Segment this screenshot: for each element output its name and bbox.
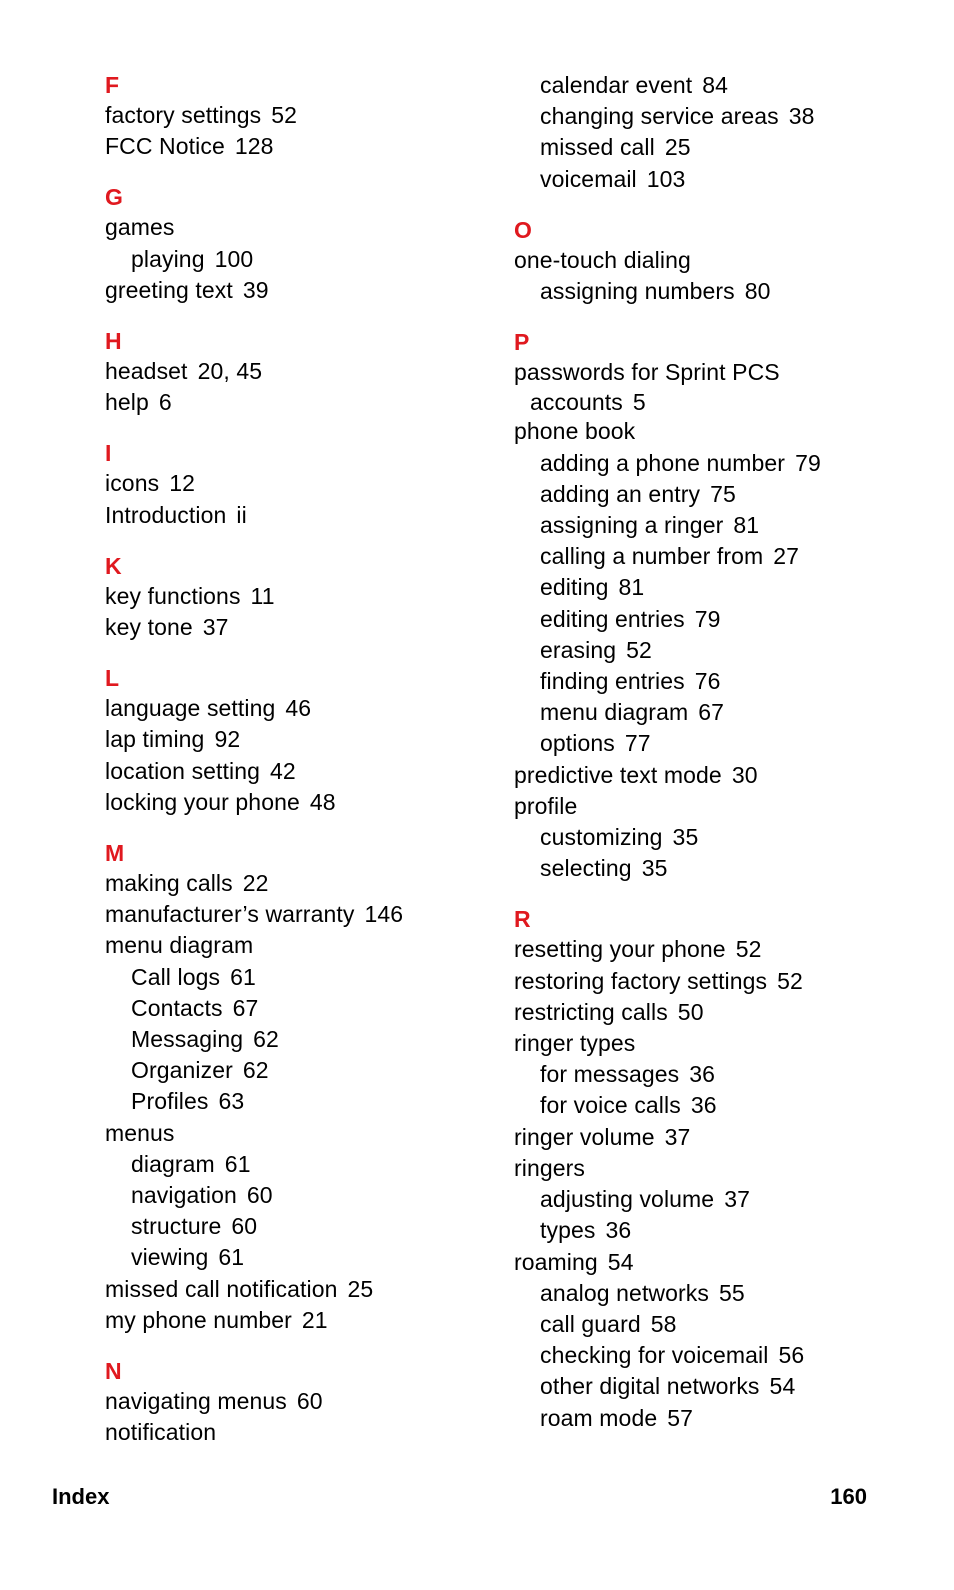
index-term: finding entries bbox=[540, 668, 685, 695]
index-page-ref: 67 bbox=[232, 994, 259, 1021]
index-term: diagram bbox=[131, 1150, 215, 1177]
index-entry bbox=[105, 387, 505, 418]
index-page-ref: 52 bbox=[777, 967, 803, 994]
index-subentry bbox=[105, 1086, 505, 1117]
index-page-ref: 54 bbox=[769, 1373, 796, 1400]
index-subentry bbox=[105, 1211, 505, 1242]
index-entry bbox=[105, 275, 505, 306]
index-page-ref: 42 bbox=[270, 757, 296, 784]
index-term: types bbox=[540, 1217, 596, 1244]
index-page-ref: 80 bbox=[744, 278, 771, 305]
index-page-ref: 57 bbox=[667, 1404, 694, 1431]
index-page-ref: 54 bbox=[607, 1248, 634, 1275]
index-term: adjusting volume bbox=[540, 1186, 715, 1213]
index-term: making calls bbox=[105, 870, 233, 897]
index-term: factory settings bbox=[105, 102, 262, 128]
index-page-ref: 36 bbox=[690, 1092, 717, 1119]
index-subentry bbox=[514, 101, 914, 132]
index-term: ringer volume bbox=[514, 1123, 655, 1150]
index-page-ref: 5 bbox=[632, 389, 646, 416]
index-entry bbox=[514, 1247, 914, 1278]
index-letter-heading: K bbox=[105, 552, 122, 579]
index-term: navigation bbox=[131, 1182, 237, 1209]
index-term: editing bbox=[540, 574, 609, 601]
index-term: selecting bbox=[540, 855, 632, 882]
index-term: ringers bbox=[514, 1154, 586, 1181]
index-subentry bbox=[514, 1403, 914, 1434]
index-subentry bbox=[514, 1184, 914, 1215]
index-page-ref: 63 bbox=[218, 1088, 245, 1115]
index-entry bbox=[105, 756, 505, 787]
index-page-ref: 11 bbox=[250, 582, 275, 609]
index-subentry bbox=[514, 132, 914, 163]
index-term: roaming bbox=[514, 1248, 598, 1275]
index-page-ref: 61 bbox=[224, 1150, 251, 1177]
index-term: my phone number bbox=[105, 1306, 292, 1333]
index-page-ref: 25 bbox=[347, 1275, 374, 1302]
index-term: changing service areas bbox=[540, 103, 779, 130]
index-term: missed call notification bbox=[105, 1275, 338, 1302]
index-subentry bbox=[514, 1371, 914, 1402]
index-page-ref: 60 bbox=[296, 1388, 323, 1415]
index-subentry bbox=[514, 276, 914, 307]
index-letter-heading: O bbox=[514, 216, 532, 243]
index-page-ref: 52 bbox=[735, 936, 762, 963]
index-term: assigning numbers bbox=[540, 278, 735, 305]
index-page-ref: 12 bbox=[169, 470, 195, 497]
index-term: menus bbox=[105, 1119, 175, 1146]
index-term: accounts bbox=[530, 389, 623, 416]
index-term: Organizer bbox=[131, 1057, 233, 1084]
index-subentry bbox=[514, 1309, 914, 1340]
index-term: passwords for Sprint PCS bbox=[514, 359, 780, 386]
index-term: greeting text bbox=[105, 276, 233, 303]
index-term: menu diagram bbox=[540, 699, 689, 726]
index-page-ref: 103 bbox=[646, 165, 686, 192]
index-column-left bbox=[105, 70, 505, 1449]
index-entry bbox=[514, 1028, 914, 1059]
footer-section-title: Index bbox=[52, 1484, 110, 1509]
index-entry bbox=[105, 581, 505, 612]
index-subentry bbox=[514, 853, 914, 884]
index-page-ref: 52 bbox=[626, 636, 652, 663]
index-page-ref: 81 bbox=[618, 574, 645, 601]
index-term: other digital networks bbox=[540, 1373, 760, 1400]
index-term: call guard bbox=[540, 1310, 641, 1337]
index-page-ref: 35 bbox=[641, 855, 668, 882]
index-entry bbox=[514, 997, 914, 1028]
index-term: phone book bbox=[514, 418, 636, 445]
index-subentry bbox=[514, 728, 914, 759]
index-term: locking your phone bbox=[105, 788, 300, 815]
index-term: predictive text mode bbox=[514, 761, 722, 788]
index-term: editing entries bbox=[540, 605, 685, 632]
index-page-ref: 79 bbox=[694, 605, 721, 632]
index-page-ref: 62 bbox=[242, 1057, 269, 1084]
index-entry bbox=[514, 966, 914, 997]
index-term: for messages bbox=[540, 1061, 680, 1088]
index-term: games bbox=[105, 214, 175, 241]
index-page-ref: 92 bbox=[214, 726, 241, 753]
index-entry bbox=[105, 131, 505, 162]
index-subentry bbox=[105, 1242, 505, 1273]
index-page-ref: 56 bbox=[778, 1342, 805, 1369]
index-subentry bbox=[105, 1055, 505, 1086]
index-subentry bbox=[105, 244, 505, 275]
index-subentry bbox=[514, 635, 914, 666]
index-entry bbox=[514, 245, 914, 276]
index-term: ringer types bbox=[514, 1030, 636, 1057]
index-subentry bbox=[514, 164, 914, 195]
index-page-ref: 50 bbox=[677, 998, 704, 1025]
index-subentry bbox=[514, 510, 914, 541]
index-page-ref: 60 bbox=[246, 1182, 273, 1209]
index-page-ref: 84 bbox=[702, 72, 729, 98]
index-page-ref: 100 bbox=[214, 245, 254, 272]
index-page-ref: 76 bbox=[694, 668, 721, 695]
index-entry bbox=[105, 356, 505, 387]
index-term: location setting bbox=[105, 757, 261, 784]
index-term: analog networks bbox=[540, 1279, 709, 1306]
index-term: lap timing bbox=[105, 726, 205, 753]
index-page-ref: 55 bbox=[719, 1279, 745, 1306]
index-entry bbox=[105, 1274, 505, 1305]
index-letter-heading: I bbox=[105, 440, 112, 467]
index-entry bbox=[514, 1122, 914, 1153]
index-term: assigning a ringer bbox=[540, 512, 724, 539]
index-letter-heading: G bbox=[105, 184, 123, 211]
footer-page-number: 160 bbox=[830, 1484, 867, 1509]
index-letter-heading: R bbox=[514, 906, 531, 933]
index-term: notification bbox=[105, 1419, 217, 1446]
index-page-ref: 38 bbox=[788, 103, 815, 130]
index-term: restricting calls bbox=[514, 998, 668, 1025]
index-subentry bbox=[514, 1215, 914, 1246]
index-term: language setting bbox=[105, 695, 276, 722]
index-page-ref: 48 bbox=[309, 788, 336, 815]
index-subentry bbox=[105, 1149, 505, 1180]
index-entry bbox=[105, 930, 505, 961]
index-page-ref: ii bbox=[236, 501, 247, 528]
index-subentry bbox=[514, 822, 914, 853]
index-page-ref: 67 bbox=[698, 699, 725, 726]
index-page-ref: 60 bbox=[231, 1213, 258, 1240]
index-term: resetting your phone bbox=[514, 936, 726, 963]
index-page-ref: 30 bbox=[731, 761, 758, 788]
index-term: Contacts bbox=[131, 994, 223, 1021]
index-term: icons bbox=[105, 470, 160, 497]
index-page-ref: 6 bbox=[158, 389, 172, 416]
index-page-ref: 52 bbox=[271, 102, 298, 128]
index-term: key functions bbox=[105, 582, 241, 609]
index-page-ref: 79 bbox=[795, 449, 821, 476]
index-page-ref: 58 bbox=[650, 1310, 677, 1337]
index-page-ref: 46 bbox=[285, 695, 312, 722]
index-term: manufacturer’s warranty bbox=[105, 901, 355, 928]
index-term: erasing bbox=[540, 636, 617, 663]
index-term: customizing bbox=[540, 824, 663, 851]
index-entry bbox=[105, 1118, 505, 1149]
index-page-ref: 61 bbox=[230, 963, 256, 990]
index-entry-continuation bbox=[514, 388, 914, 416]
index-term: checking for voicemail bbox=[540, 1342, 769, 1369]
index-page-ref: 62 bbox=[253, 1026, 279, 1053]
index-column-right bbox=[514, 70, 914, 1434]
index-entry bbox=[105, 100, 505, 131]
index-term: profile bbox=[514, 792, 578, 819]
index-subentry bbox=[514, 541, 914, 572]
index-term: Call logs bbox=[131, 963, 221, 990]
index-term: roam mode bbox=[540, 1404, 658, 1431]
index-term: calendar event bbox=[540, 72, 693, 98]
index-letter-heading: P bbox=[514, 329, 530, 356]
index-entry bbox=[514, 791, 914, 822]
index-letter-heading: L bbox=[105, 665, 120, 692]
index-subentry bbox=[514, 448, 914, 479]
index-entry bbox=[514, 416, 914, 447]
index-term: headset bbox=[105, 358, 188, 385]
index-term: playing bbox=[131, 245, 205, 272]
index-subentry bbox=[514, 1340, 914, 1371]
index-term: restoring factory settings bbox=[514, 967, 768, 994]
index-page-ref: 77 bbox=[624, 730, 651, 757]
index-page-ref: 146 bbox=[364, 901, 404, 928]
index-page-ref: 75 bbox=[710, 480, 736, 507]
index-page-ref: 128 bbox=[234, 133, 274, 160]
index-term: structure bbox=[131, 1213, 222, 1240]
index-page-ref: 36 bbox=[605, 1217, 632, 1244]
index-page-ref: 61 bbox=[218, 1244, 245, 1271]
index-entry bbox=[105, 693, 505, 724]
index-subentry bbox=[514, 479, 914, 510]
index-page-ref: 35 bbox=[672, 824, 699, 851]
index-page-ref: 27 bbox=[773, 543, 800, 570]
index-entry bbox=[105, 899, 505, 930]
index-term: calling a number from bbox=[540, 543, 764, 570]
index-term: viewing bbox=[131, 1244, 209, 1271]
index-term: voicemail bbox=[540, 165, 637, 192]
index-page-ref: 37 bbox=[724, 1186, 750, 1213]
index-term: Messaging bbox=[131, 1026, 244, 1053]
index-letter-heading: N bbox=[105, 1358, 122, 1385]
index-subentry bbox=[514, 1090, 914, 1121]
index-term: menu diagram bbox=[105, 932, 254, 959]
index-term: Profiles bbox=[131, 1088, 209, 1115]
index-subentry bbox=[105, 962, 505, 993]
index-term: for voice calls bbox=[540, 1092, 681, 1119]
index-term: missed call bbox=[540, 134, 655, 161]
index-page-ref: 39 bbox=[242, 276, 269, 303]
index-entry bbox=[514, 934, 914, 965]
index-entry bbox=[105, 1386, 505, 1417]
index-entry bbox=[105, 724, 505, 755]
index-entry bbox=[105, 500, 505, 531]
page-footer bbox=[52, 1484, 867, 1510]
index-page-ref: 37 bbox=[202, 614, 229, 641]
index-subentry bbox=[514, 572, 914, 603]
index-letter-heading: F bbox=[105, 72, 120, 98]
index-subentry bbox=[514, 697, 914, 728]
index-page-ref: 20, 45 bbox=[197, 358, 263, 385]
index-subentry bbox=[105, 1180, 505, 1211]
index-subentry bbox=[514, 604, 914, 635]
index-term: help bbox=[105, 389, 149, 416]
index-entry bbox=[514, 760, 914, 791]
index-entry bbox=[105, 1417, 505, 1448]
index-subentry bbox=[514, 70, 914, 101]
index-entry bbox=[105, 1305, 505, 1336]
index-term: FCC Notice bbox=[105, 133, 225, 160]
index-page-ref: 25 bbox=[664, 134, 691, 161]
index-page-ref: 36 bbox=[689, 1061, 716, 1088]
index-subentry bbox=[105, 1024, 505, 1055]
index-page-ref: 81 bbox=[733, 512, 760, 539]
index-entry bbox=[105, 787, 505, 818]
index-entry bbox=[105, 612, 505, 643]
index-entry bbox=[105, 468, 505, 499]
index-term: options bbox=[540, 730, 615, 757]
index-term: one-touch dialing bbox=[514, 246, 691, 273]
index-entry bbox=[514, 357, 914, 388]
index-letter-heading: M bbox=[105, 840, 125, 867]
index-term: key tone bbox=[105, 614, 193, 641]
index-term: adding a phone number bbox=[540, 449, 786, 476]
index-page-ref: 22 bbox=[242, 870, 269, 897]
index-term: adding an entry bbox=[540, 480, 701, 507]
index-page-ref: 21 bbox=[301, 1306, 328, 1333]
index-subentry bbox=[514, 1059, 914, 1090]
index-term: navigating menus bbox=[105, 1388, 287, 1415]
index-term: Introduction bbox=[105, 501, 227, 528]
index-letter-heading: H bbox=[105, 328, 122, 355]
index-entry bbox=[105, 868, 505, 899]
index-entry bbox=[105, 212, 505, 243]
index-entry bbox=[514, 1153, 914, 1184]
index-page-ref: 37 bbox=[664, 1123, 691, 1150]
index-subentry bbox=[105, 993, 505, 1024]
index-subentry bbox=[514, 666, 914, 697]
index-subentry bbox=[514, 1278, 914, 1309]
